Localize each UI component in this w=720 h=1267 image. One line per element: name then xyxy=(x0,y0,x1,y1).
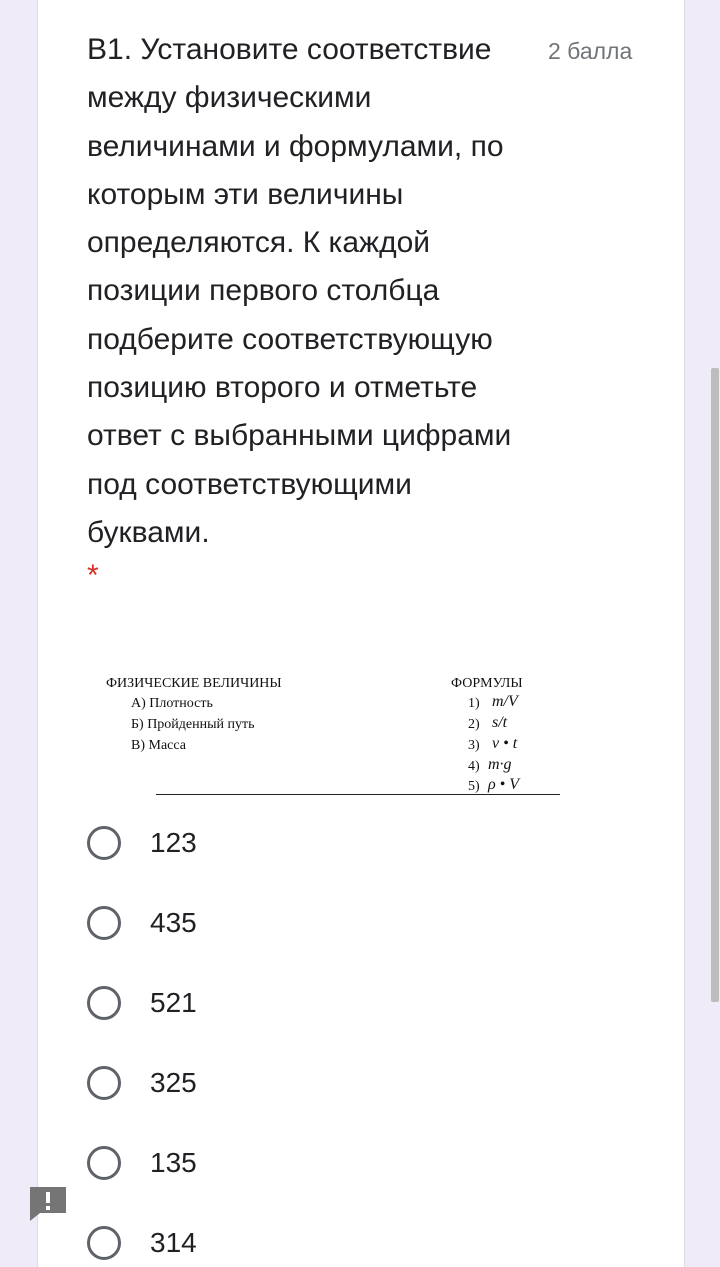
formula-number: 1) xyxy=(468,696,480,711)
formula-number: 4) xyxy=(468,759,480,774)
option-4[interactable] xyxy=(87,1060,487,1106)
feedback-icon[interactable] xyxy=(28,1185,68,1221)
formula: v • t xyxy=(492,735,518,752)
formulas-header: ФОРМУЛЫ xyxy=(451,676,523,691)
formula: m/V xyxy=(492,693,518,710)
radio-unchecked-icon[interactable] xyxy=(87,906,121,940)
scrollbar[interactable] xyxy=(711,368,719,1002)
option-2[interactable] xyxy=(87,900,487,946)
option-label[interactable]: 123 xyxy=(150,827,197,858)
quantity-item: А) Плотность xyxy=(131,696,213,711)
quantity-item: Б) Пройденный путь xyxy=(131,717,255,732)
radio-unchecked-icon[interactable] xyxy=(87,1226,121,1260)
radio-unchecked-icon[interactable] xyxy=(87,1066,121,1100)
option-3[interactable] xyxy=(87,980,487,1026)
quantities-header: ФИЗИЧЕСКИЕ ВЕЛИЧИНЫ xyxy=(106,676,282,691)
formula-number: 2) xyxy=(468,717,480,732)
option-1[interactable] xyxy=(87,820,487,866)
formula: s/t xyxy=(492,714,508,731)
radio-unchecked-icon[interactable] xyxy=(87,1146,121,1180)
formula-number: 5) xyxy=(468,779,480,794)
quantity-item: В) Масса xyxy=(131,738,186,753)
option-6[interactable] xyxy=(87,1220,487,1266)
radio-unchecked-icon[interactable] xyxy=(87,986,121,1020)
question-title: В1. Установите соответствие между физическими величинами и формулами, по которым эти величины определяются. К каждой позиции первого столбца подберите соответствующую позицию второго и отметьте ответ с выбранными цифрами под соответствующими буквами. xyxy=(87,33,512,549)
image-divider xyxy=(156,794,560,795)
option-label[interactable]: 435 xyxy=(150,907,197,938)
question-image xyxy=(98,672,578,802)
formula-number: 3) xyxy=(468,738,480,753)
option-5[interactable] xyxy=(87,1140,487,1186)
radio-unchecked-icon[interactable] xyxy=(87,826,121,860)
points-label: 2 балла xyxy=(548,38,633,64)
option-label[interactable]: 325 xyxy=(150,1067,197,1098)
option-label[interactable]: 314 xyxy=(150,1227,197,1258)
option-label[interactable]: 135 xyxy=(150,1147,197,1178)
formula: m·g xyxy=(488,756,512,773)
formula: ρ • V xyxy=(488,776,520,793)
required-asterisk: * xyxy=(87,559,99,592)
question-card xyxy=(37,0,685,1267)
option-label[interactable]: 521 xyxy=(150,987,197,1018)
